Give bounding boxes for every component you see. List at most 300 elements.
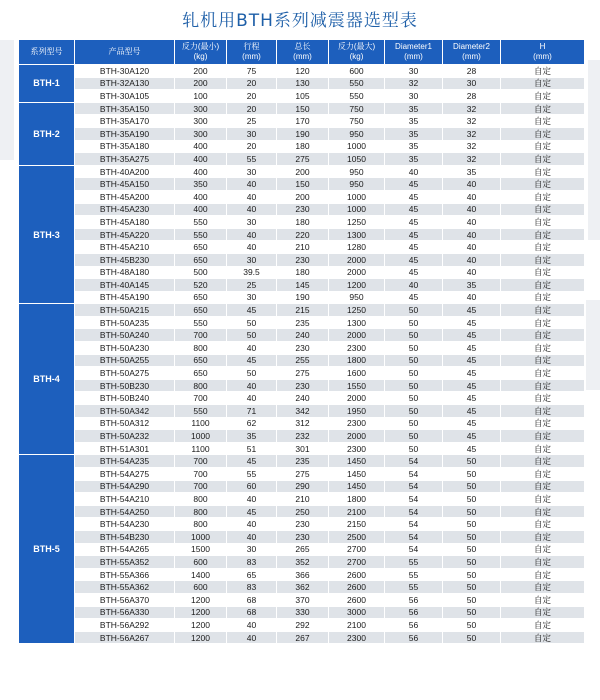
table-cell: 自定 bbox=[501, 127, 585, 140]
table-cell: 自定 bbox=[501, 216, 585, 229]
table-cell: 700 bbox=[175, 329, 227, 342]
column-header-label: Diameter2 bbox=[453, 42, 490, 51]
table-cell: 83 bbox=[227, 556, 277, 569]
table-cell: 2150 bbox=[329, 518, 385, 531]
table-cell: 自定 bbox=[501, 178, 585, 191]
table-cell: 自定 bbox=[501, 518, 585, 531]
table-cell: 45 bbox=[443, 316, 501, 329]
table-cell: 1450 bbox=[329, 468, 385, 481]
table-row bbox=[19, 77, 585, 90]
table-cell: BTH-50A342 bbox=[75, 405, 175, 418]
column-header-unit: (mm) bbox=[404, 52, 423, 61]
table-cell: BTH-45A210 bbox=[75, 241, 175, 254]
table-cell: BTH-50A215 bbox=[75, 304, 175, 317]
table-cell: 267 bbox=[277, 631, 329, 644]
table-cell: 40 bbox=[227, 203, 277, 216]
table-cell: 45 bbox=[385, 241, 443, 254]
table-cell: 40 bbox=[443, 190, 501, 203]
column-header bbox=[19, 40, 75, 65]
table-cell: 自定 bbox=[501, 593, 585, 606]
table-cell: 2000 bbox=[329, 329, 385, 342]
table-row bbox=[19, 316, 585, 329]
table-cell: 40 bbox=[227, 530, 277, 543]
table-cell: 1450 bbox=[329, 480, 385, 493]
table-row bbox=[19, 379, 585, 392]
table-row bbox=[19, 556, 585, 569]
table-cell: 700 bbox=[175, 468, 227, 481]
table-cell: 2700 bbox=[329, 556, 385, 569]
column-header-label: H bbox=[539, 42, 546, 51]
table-cell: BTH-56A292 bbox=[75, 619, 175, 632]
table-cell: 50 bbox=[443, 619, 501, 632]
table-cell: 45 bbox=[227, 455, 277, 468]
table-cell: 45 bbox=[443, 430, 501, 443]
table-cell: 自定 bbox=[501, 65, 585, 78]
table-row bbox=[19, 518, 585, 531]
table-cell: 32 bbox=[443, 115, 501, 128]
table-cell: 1550 bbox=[329, 379, 385, 392]
table-cell: 35 bbox=[385, 115, 443, 128]
table-cell: 2300 bbox=[329, 631, 385, 644]
table-row bbox=[19, 468, 585, 481]
table-cell: 45 bbox=[227, 354, 277, 367]
table-cell: 600 bbox=[175, 581, 227, 594]
table-cell: 650 bbox=[175, 241, 227, 254]
table-row bbox=[19, 291, 585, 304]
table-cell: 40 bbox=[227, 493, 277, 506]
table-cell: BTH-50A230 bbox=[75, 342, 175, 355]
table-cell: 自定 bbox=[501, 379, 585, 392]
table-cell: 50 bbox=[385, 442, 443, 455]
table-cell: 自定 bbox=[501, 291, 585, 304]
table-cell: 215 bbox=[277, 304, 329, 317]
table-cell: 35 bbox=[385, 102, 443, 115]
table-cell: 2300 bbox=[329, 342, 385, 355]
table-cell: 550 bbox=[329, 77, 385, 90]
column-header-label: 反力(最小) bbox=[181, 42, 220, 51]
table-cell: 45 bbox=[385, 178, 443, 191]
table-cell: 550 bbox=[175, 316, 227, 329]
table-row bbox=[19, 190, 585, 203]
table-cell: 28 bbox=[443, 65, 501, 78]
table-row bbox=[19, 241, 585, 254]
table-cell: BTH-51A301 bbox=[75, 442, 175, 455]
table-cell: 54 bbox=[385, 543, 443, 556]
table-cell: 50 bbox=[443, 480, 501, 493]
table-cell: 800 bbox=[175, 342, 227, 355]
table-cell: 550 bbox=[175, 228, 227, 241]
table-cell: 自定 bbox=[501, 203, 585, 216]
table-row bbox=[19, 619, 585, 632]
table-cell: 650 bbox=[175, 367, 227, 380]
table-cell: 40 bbox=[227, 228, 277, 241]
table-cell: 200 bbox=[175, 77, 227, 90]
table-cell: 55 bbox=[227, 153, 277, 166]
background-decoration bbox=[588, 60, 600, 240]
column-header bbox=[329, 40, 385, 65]
table-cell: 301 bbox=[277, 442, 329, 455]
table-cell: 自定 bbox=[501, 631, 585, 644]
table-cell: 2300 bbox=[329, 442, 385, 455]
table-cell: BTH-54B230 bbox=[75, 530, 175, 543]
table-cell: 1200 bbox=[175, 619, 227, 632]
table-cell: 56 bbox=[385, 593, 443, 606]
table-cell: 68 bbox=[227, 593, 277, 606]
table-cell: 232 bbox=[277, 430, 329, 443]
page-title: 轧机用BTH系列减震器选型表 bbox=[182, 11, 418, 31]
table-cell: 40 bbox=[227, 631, 277, 644]
table-cell: 230 bbox=[277, 518, 329, 531]
table-cell: 2600 bbox=[329, 581, 385, 594]
table-cell: 1950 bbox=[329, 405, 385, 418]
table-cell: 750 bbox=[329, 102, 385, 115]
table-row bbox=[19, 405, 585, 418]
table-cell: 600 bbox=[329, 65, 385, 78]
table-cell: 40 bbox=[443, 253, 501, 266]
table-cell: 750 bbox=[329, 115, 385, 128]
table-cell: 54 bbox=[385, 493, 443, 506]
table-cell: 342 bbox=[277, 405, 329, 418]
table-cell: 1300 bbox=[329, 228, 385, 241]
table-cell: 1800 bbox=[329, 354, 385, 367]
table-cell: 40 bbox=[443, 291, 501, 304]
series-cell: BTH-4 bbox=[19, 304, 75, 455]
table-cell: 35 bbox=[227, 430, 277, 443]
table-cell: 210 bbox=[277, 493, 329, 506]
table-cell: 650 bbox=[175, 304, 227, 317]
table-cell: 400 bbox=[175, 190, 227, 203]
table-cell: 32 bbox=[443, 102, 501, 115]
table-cell: 50 bbox=[443, 631, 501, 644]
table-cell: 30 bbox=[227, 165, 277, 178]
column-header bbox=[443, 40, 501, 65]
table-body bbox=[19, 65, 585, 644]
table-row bbox=[19, 203, 585, 216]
table-cell: 150 bbox=[277, 178, 329, 191]
table-cell: 51 bbox=[227, 442, 277, 455]
table-cell: 45 bbox=[443, 367, 501, 380]
table-cell: 自定 bbox=[501, 304, 585, 317]
table-row bbox=[19, 65, 585, 78]
table-cell: 650 bbox=[175, 253, 227, 266]
table-cell: 1200 bbox=[175, 631, 227, 644]
selection-table bbox=[18, 39, 585, 644]
table-cell: 180 bbox=[277, 266, 329, 279]
column-header-label: 系列型号 bbox=[30, 47, 63, 56]
table-cell: 自定 bbox=[501, 266, 585, 279]
table-cell: BTH-50A275 bbox=[75, 367, 175, 380]
table-cell: 40 bbox=[227, 392, 277, 405]
table-cell: BTH-56A267 bbox=[75, 631, 175, 644]
table-cell: 自定 bbox=[501, 354, 585, 367]
table-cell: 50 bbox=[385, 304, 443, 317]
table-cell: 50 bbox=[443, 556, 501, 569]
table-cell: 2100 bbox=[329, 619, 385, 632]
table-cell: BTH-50A255 bbox=[75, 354, 175, 367]
table-cell: 230 bbox=[277, 203, 329, 216]
table-cell: 50 bbox=[443, 455, 501, 468]
table-cell: 54 bbox=[385, 468, 443, 481]
table-cell: BTH-45A190 bbox=[75, 291, 175, 304]
table-cell: 30 bbox=[227, 216, 277, 229]
table-cell: 自定 bbox=[501, 417, 585, 430]
table-cell: BTH-45A220 bbox=[75, 228, 175, 241]
table-row bbox=[19, 430, 585, 443]
table-cell: 1450 bbox=[329, 455, 385, 468]
table-cell: 50 bbox=[385, 367, 443, 380]
table-cell: 550 bbox=[329, 90, 385, 103]
table-cell: 230 bbox=[277, 342, 329, 355]
table-cell: 40 bbox=[227, 178, 277, 191]
table-cell: 370 bbox=[277, 593, 329, 606]
table-cell: 54 bbox=[385, 518, 443, 531]
table-cell: 自定 bbox=[501, 505, 585, 518]
table-cell: 40 bbox=[443, 241, 501, 254]
table-cell: 自定 bbox=[501, 556, 585, 569]
table-row bbox=[19, 367, 585, 380]
table-cell: 1000 bbox=[329, 190, 385, 203]
series-cell: BTH-5 bbox=[19, 455, 75, 644]
table-row bbox=[19, 127, 585, 140]
table-row bbox=[19, 115, 585, 128]
table-cell: 700 bbox=[175, 455, 227, 468]
table-cell: 30 bbox=[227, 127, 277, 140]
table-cell: 300 bbox=[175, 115, 227, 128]
table-cell: 50 bbox=[385, 392, 443, 405]
table-cell: 400 bbox=[175, 203, 227, 216]
table-cell: 自定 bbox=[501, 165, 585, 178]
table-cell: BTH-50B240 bbox=[75, 392, 175, 405]
table-cell: 190 bbox=[277, 127, 329, 140]
table-cell: 800 bbox=[175, 505, 227, 518]
table-cell: 40 bbox=[443, 216, 501, 229]
table-cell: 50 bbox=[443, 581, 501, 594]
background-decoration bbox=[586, 300, 600, 390]
table-cell: 190 bbox=[277, 291, 329, 304]
table-cell: 352 bbox=[277, 556, 329, 569]
table-cell: 55 bbox=[227, 468, 277, 481]
table-cell: 50 bbox=[443, 518, 501, 531]
table-cell: 1000 bbox=[329, 140, 385, 153]
table-cell: 50 bbox=[385, 354, 443, 367]
table-cell: 45 bbox=[443, 392, 501, 405]
table-cell: 30 bbox=[227, 543, 277, 556]
table-cell: 2000 bbox=[329, 430, 385, 443]
table-cell: 自定 bbox=[501, 581, 585, 594]
column-header-label: Diameter1 bbox=[395, 42, 432, 51]
table-cell: 330 bbox=[277, 606, 329, 619]
table-cell: 1400 bbox=[175, 568, 227, 581]
table-cell: 400 bbox=[175, 165, 227, 178]
table-cell: BTH-56A330 bbox=[75, 606, 175, 619]
table-cell: 2500 bbox=[329, 530, 385, 543]
table-cell: BTH-50A240 bbox=[75, 329, 175, 342]
table-row bbox=[19, 505, 585, 518]
table-cell: 30 bbox=[227, 291, 277, 304]
table-cell: 40 bbox=[443, 178, 501, 191]
column-header-label: 行程 bbox=[243, 42, 260, 51]
table-cell: BTH-45A230 bbox=[75, 203, 175, 216]
table-row bbox=[19, 568, 585, 581]
table-cell: 45 bbox=[443, 442, 501, 455]
table-cell: 54 bbox=[385, 530, 443, 543]
table-cell: 275 bbox=[277, 468, 329, 481]
table-cell: 700 bbox=[175, 392, 227, 405]
table-cell: 210 bbox=[277, 241, 329, 254]
table-row bbox=[19, 304, 585, 317]
table-cell: 20 bbox=[227, 102, 277, 115]
table-cell: 自定 bbox=[501, 543, 585, 556]
table-cell: 180 bbox=[277, 140, 329, 153]
table-cell: BTH-32A130 bbox=[75, 77, 175, 90]
table-cell: 150 bbox=[277, 102, 329, 115]
table-cell: 20 bbox=[227, 77, 277, 90]
table-cell: 56 bbox=[385, 631, 443, 644]
table-cell: 800 bbox=[175, 518, 227, 531]
table-cell: BTH-45B230 bbox=[75, 253, 175, 266]
table-cell: 28 bbox=[443, 90, 501, 103]
table-cell: 60 bbox=[227, 480, 277, 493]
table-cell: 45 bbox=[443, 417, 501, 430]
table-cell: 30 bbox=[227, 253, 277, 266]
table-cell: BTH-35A275 bbox=[75, 153, 175, 166]
table-row bbox=[19, 417, 585, 430]
table-cell: 1000 bbox=[329, 203, 385, 216]
table-cell: 2300 bbox=[329, 417, 385, 430]
table-header-row bbox=[19, 40, 585, 65]
table-cell: 自定 bbox=[501, 102, 585, 115]
table-cell: 自定 bbox=[501, 77, 585, 90]
table-cell: 45 bbox=[227, 304, 277, 317]
table-cell: 自定 bbox=[501, 90, 585, 103]
table-cell: 自定 bbox=[501, 367, 585, 380]
table-cell: 220 bbox=[277, 228, 329, 241]
table-row bbox=[19, 178, 585, 191]
table-cell: 自定 bbox=[501, 190, 585, 203]
table-cell: 自定 bbox=[501, 468, 585, 481]
table-cell: 62 bbox=[227, 417, 277, 430]
table-cell: 120 bbox=[277, 65, 329, 78]
table-row bbox=[19, 165, 585, 178]
table-cell: 45 bbox=[385, 266, 443, 279]
table-cell: 50 bbox=[227, 316, 277, 329]
table-cell: 700 bbox=[175, 480, 227, 493]
table-row bbox=[19, 480, 585, 493]
table-row bbox=[19, 216, 585, 229]
table-cell: 40 bbox=[227, 241, 277, 254]
column-header bbox=[75, 40, 175, 65]
column-header-unit: (mm) bbox=[293, 52, 312, 61]
table-cell: 200 bbox=[277, 165, 329, 178]
table-cell: 1300 bbox=[329, 316, 385, 329]
table-cell: 32 bbox=[443, 140, 501, 153]
table-cell: 20 bbox=[227, 140, 277, 153]
table-cell: 45 bbox=[443, 379, 501, 392]
table-cell: 自定 bbox=[501, 480, 585, 493]
table-cell: 200 bbox=[277, 190, 329, 203]
table-cell: 25 bbox=[227, 279, 277, 292]
table-row bbox=[19, 493, 585, 506]
series-cell: BTH-3 bbox=[19, 165, 75, 304]
table-cell: BTH-45A200 bbox=[75, 190, 175, 203]
table-cell: 自定 bbox=[501, 253, 585, 266]
table-cell: 265 bbox=[277, 543, 329, 556]
table-cell: 50 bbox=[385, 329, 443, 342]
table-cell: 54 bbox=[385, 480, 443, 493]
table-row bbox=[19, 455, 585, 468]
table-cell: 自定 bbox=[501, 329, 585, 342]
table-cell: BTH-54A290 bbox=[75, 480, 175, 493]
table-cell: 45 bbox=[443, 405, 501, 418]
table-cell: 30 bbox=[443, 77, 501, 90]
table-cell: 1050 bbox=[329, 153, 385, 166]
table-cell: 自定 bbox=[501, 619, 585, 632]
table-cell: 自定 bbox=[501, 153, 585, 166]
table-cell: 130 bbox=[277, 77, 329, 90]
table-cell: 自定 bbox=[501, 279, 585, 292]
table-cell: BTH-54A275 bbox=[75, 468, 175, 481]
column-header-label: 产品型号 bbox=[108, 47, 141, 56]
table-cell: 2600 bbox=[329, 568, 385, 581]
table-cell: 362 bbox=[277, 581, 329, 594]
table-cell: 自定 bbox=[501, 140, 585, 153]
column-header bbox=[385, 40, 443, 65]
table-cell: 40 bbox=[385, 165, 443, 178]
table-cell: 50 bbox=[385, 379, 443, 392]
table-cell: 25 bbox=[227, 115, 277, 128]
table-cell: 45 bbox=[385, 228, 443, 241]
table-cell: 自定 bbox=[501, 430, 585, 443]
table-cell: 35 bbox=[385, 140, 443, 153]
table-cell: 400 bbox=[175, 153, 227, 166]
table-cell: 自定 bbox=[501, 241, 585, 254]
table-cell: 40 bbox=[443, 203, 501, 216]
table-row bbox=[19, 631, 585, 644]
table-cell: 45 bbox=[385, 203, 443, 216]
table-cell: 1200 bbox=[175, 606, 227, 619]
table-cell: 275 bbox=[277, 367, 329, 380]
column-header bbox=[501, 40, 585, 65]
table-cell: 1500 bbox=[175, 543, 227, 556]
table-cell: 180 bbox=[277, 216, 329, 229]
table-cell: 54 bbox=[385, 505, 443, 518]
table-cell: 950 bbox=[329, 291, 385, 304]
table-cell: BTH-54A235 bbox=[75, 455, 175, 468]
table-cell: 145 bbox=[277, 279, 329, 292]
table-cell: 2600 bbox=[329, 593, 385, 606]
table-cell: 100 bbox=[175, 90, 227, 103]
table-cell: 250 bbox=[277, 505, 329, 518]
table-cell: 自定 bbox=[501, 530, 585, 543]
table-cell: 50 bbox=[443, 543, 501, 556]
table-cell: 35 bbox=[385, 153, 443, 166]
column-header-unit: (kg) bbox=[349, 52, 364, 61]
table-cell: BTH-50A235 bbox=[75, 316, 175, 329]
table-cell: 50 bbox=[227, 329, 277, 342]
table-row bbox=[19, 354, 585, 367]
column-header bbox=[175, 40, 227, 65]
table-cell: 45 bbox=[385, 216, 443, 229]
table-cell: 350 bbox=[175, 178, 227, 191]
table-cell: BTH-35A190 bbox=[75, 127, 175, 140]
table-cell: 950 bbox=[329, 127, 385, 140]
table-cell: BTH-30A120 bbox=[75, 65, 175, 78]
table-cell: 83 bbox=[227, 581, 277, 594]
table-cell: 366 bbox=[277, 568, 329, 581]
table-row bbox=[19, 102, 585, 115]
table-cell: 50 bbox=[443, 593, 501, 606]
table-cell: BTH-55A366 bbox=[75, 568, 175, 581]
